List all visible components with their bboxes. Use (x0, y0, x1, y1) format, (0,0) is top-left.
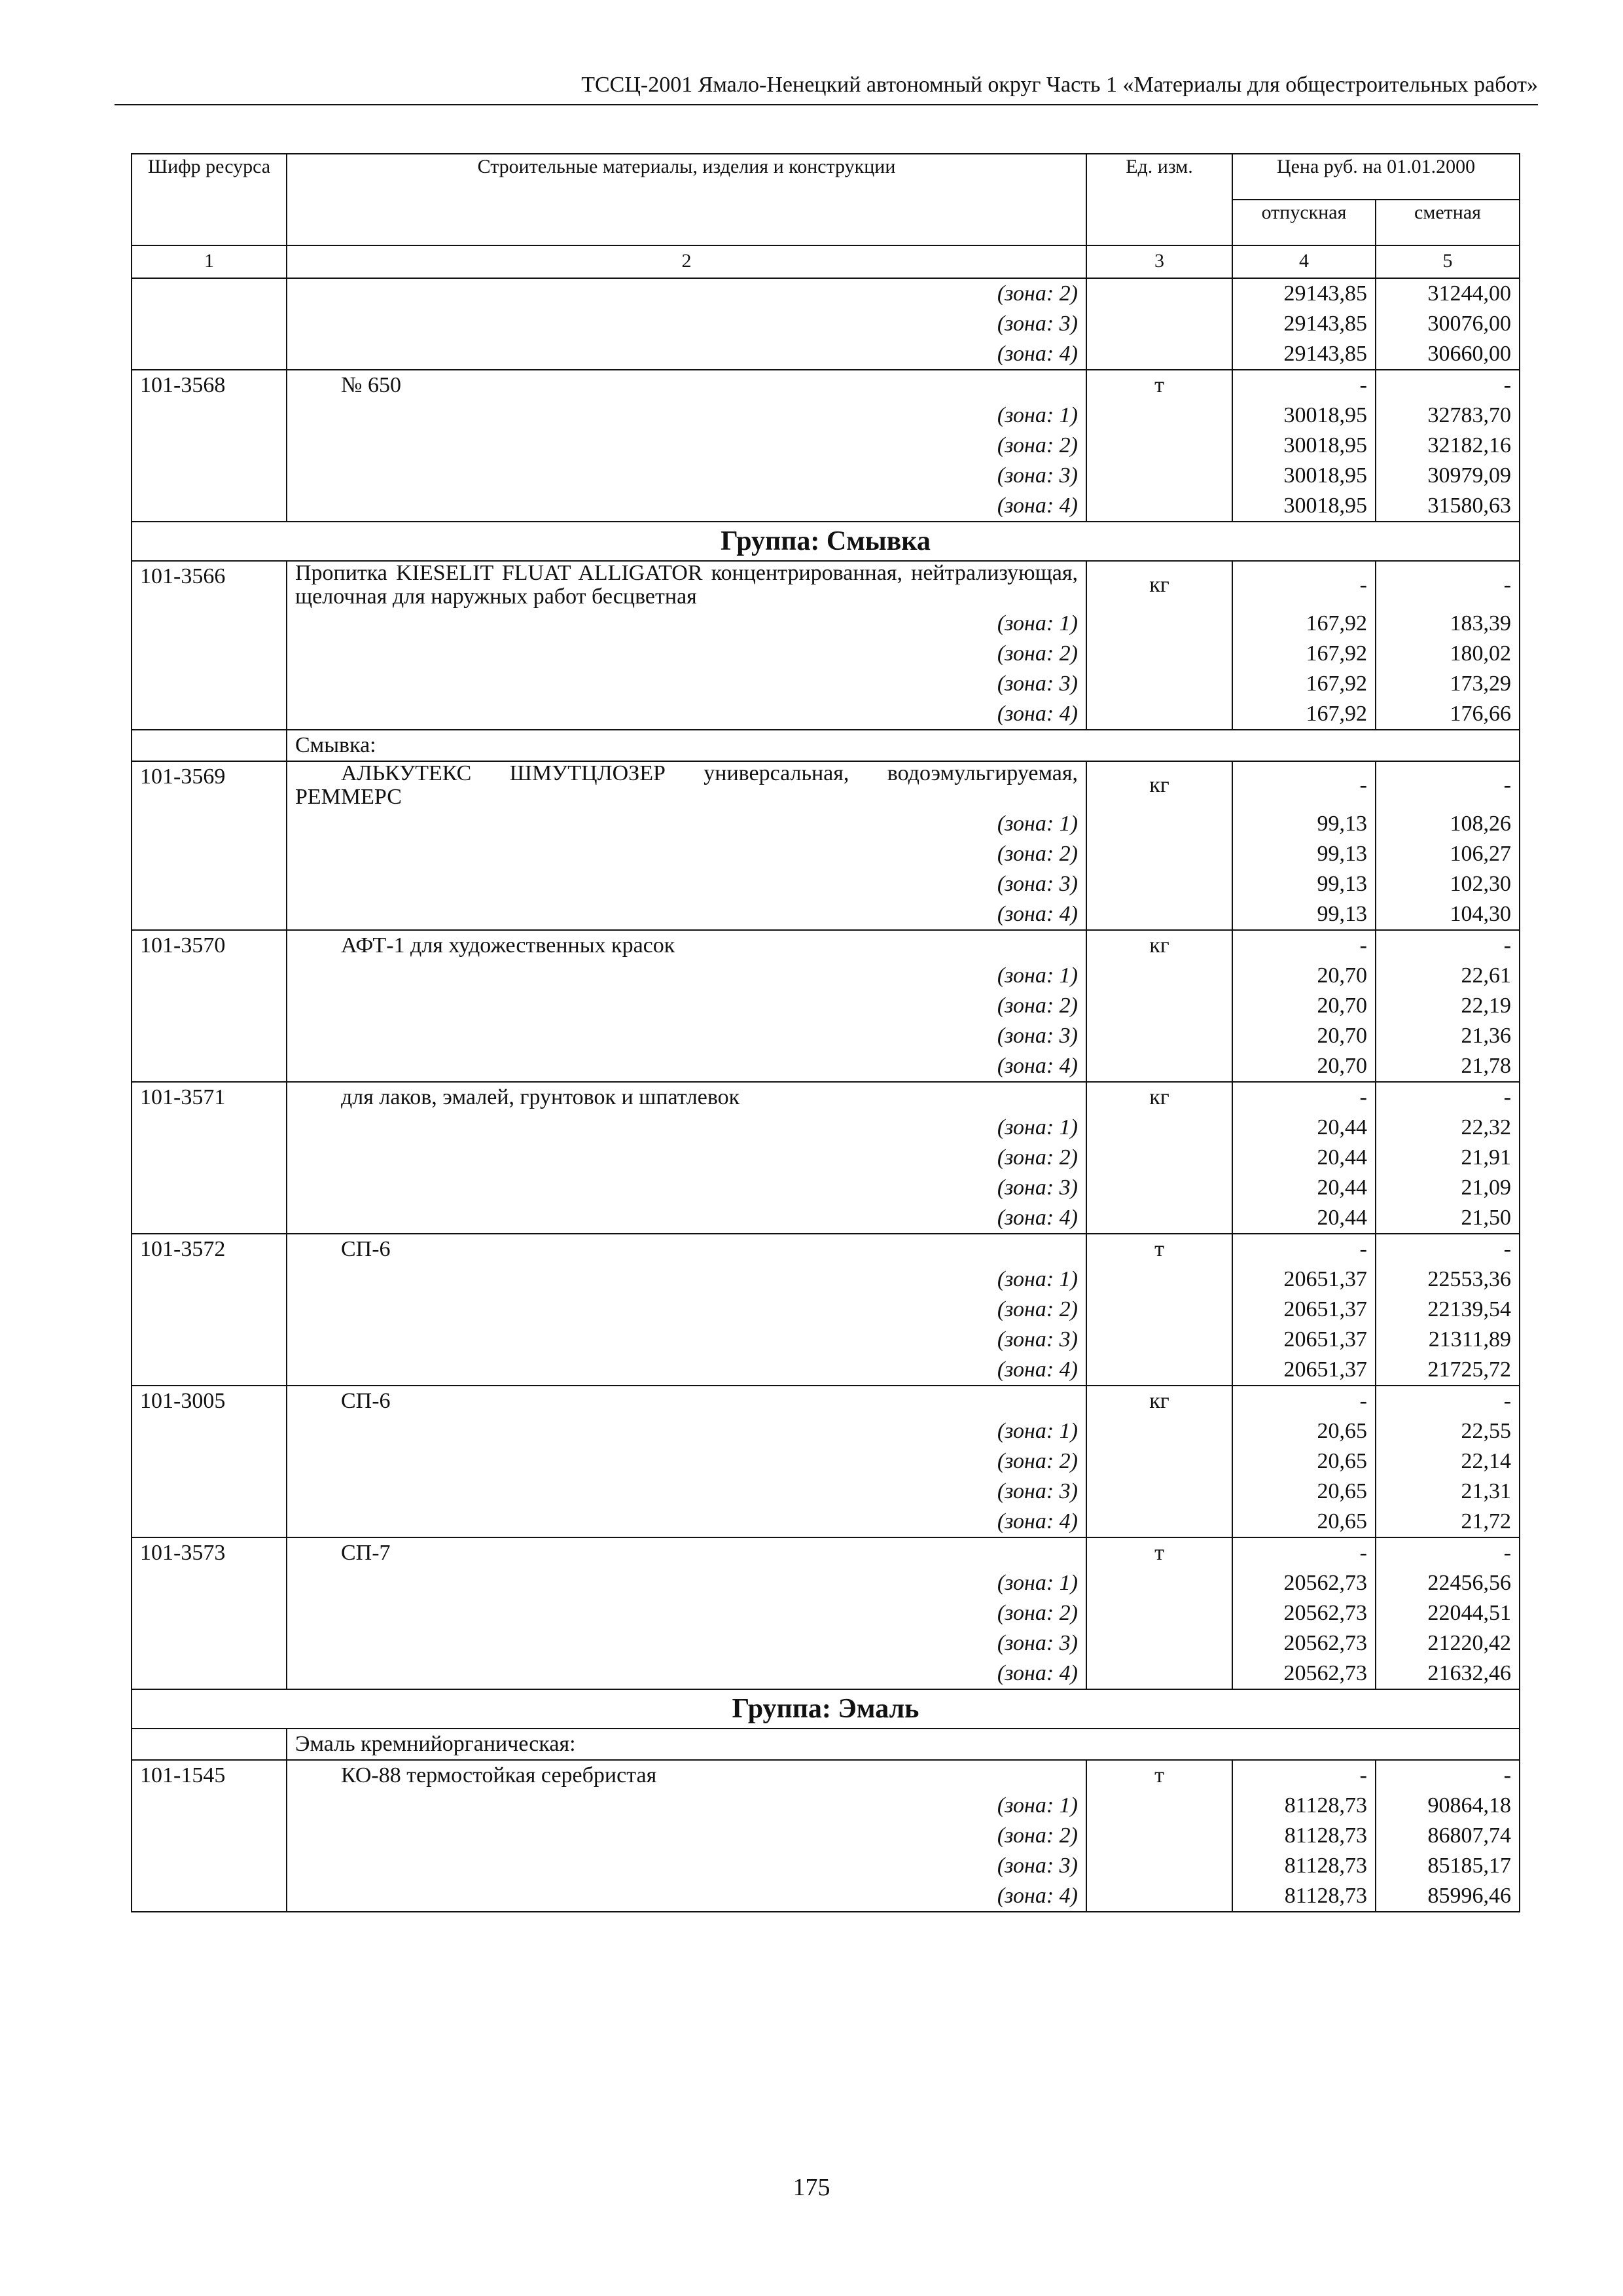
col-number: 4 (1232, 245, 1376, 278)
item-row: 101-3571 для лаков, эмалей, грунтовок и шпатлевок кг - - (132, 1082, 1520, 1113)
subgroup-row (132, 1729, 1520, 1760)
item-row: 101-3566 Пропитка KIESELIT FLUAT ALLIGATOR концентрированная, нейтрализующая, щелочная для наружных работ бесцветная кг - - (132, 561, 1520, 609)
zone-row: (зона: 2) 20651,37 22139,54 (132, 1295, 1520, 1325)
zone-row: (зона: 4) 20562,73 21632,46 (132, 1659, 1520, 1689)
table-body (132, 278, 1520, 1912)
zone-row: (зона: 1) 20,65 22,55 (132, 1416, 1520, 1446)
zone-row: (зона: 4) 29143,85 30660,00 (132, 339, 1520, 370)
item-row: 101-3572 СП-6 т - - (132, 1234, 1520, 1265)
unit: т (1086, 1760, 1232, 1791)
zone-row: (зона: 2) 20,70 22,19 (132, 991, 1520, 1021)
zone-row: (зона: 3) 30018,95 30979,09 (132, 461, 1520, 491)
unit: кг (1086, 930, 1232, 961)
col-header-materials: Строительные материалы, изделия и конструкции (287, 154, 1086, 245)
zone-row: (зона: 4) 20,65 21,72 (132, 1507, 1520, 1537)
subgroup-title: Эмаль кремнийорганическая: (287, 1729, 1520, 1760)
unit: кг (1086, 561, 1232, 609)
resource-code: 101-3568 (132, 370, 287, 401)
item-name: АФТ-1 для художественных красок (287, 930, 1086, 961)
item-row: 101-1545 КО-88 термостойкая серебристая т - - (132, 1760, 1520, 1791)
item-name: СП-6 (287, 1386, 1086, 1416)
zone-row: (зона: 4) 20,44 21,50 (132, 1203, 1520, 1234)
item-row: 101-3569 АЛЬКУТЕКС ШМУТЦЛОЗЕР универсальная, водоэмульгируемая, РЕММЕРС кг - - (132, 761, 1520, 809)
zone-row: (зона: 4) 81128,73 85996,46 (132, 1881, 1520, 1912)
item-row: 101-3573 СП-7 т - - (132, 1537, 1520, 1568)
zone-row: (зона: 3) 20,65 21,31 (132, 1477, 1520, 1507)
zone-row: (зона: 3) 81128,73 85185,17 (132, 1851, 1520, 1881)
group-row (132, 522, 1520, 561)
zone-row: (зона: 2) 20,65 22,14 (132, 1446, 1520, 1477)
running-header: ТССЦ-2001 Ямало-Ненецкий автономный округ Часть 1 «Материалы для общестроительных работ» (581, 73, 1538, 97)
zone-row: (зона: 1) 167,92 183,39 (132, 609, 1520, 639)
resource-code: 101-3570 (132, 930, 287, 961)
group-row (132, 1689, 1520, 1729)
zone-row: (зона: 3) 29143,85 30076,00 (132, 309, 1520, 339)
zone-row: (зона: 3) 20562,73 21220,42 (132, 1628, 1520, 1659)
zone-row: (зона: 4) 30018,95 31580,63 (132, 491, 1520, 522)
zone-row: (зона: 2) 99,13 106,27 (132, 839, 1520, 869)
item-row: 101-3005 СП-6 кг - - (132, 1386, 1520, 1416)
zone-row: (зона: 2) 20,44 21,91 (132, 1143, 1520, 1173)
unit: кг (1086, 761, 1232, 809)
page-number: 175 (793, 2174, 830, 2201)
zone-row: (зона: 2) 29143,85 31244,00 (132, 278, 1520, 309)
unit: кг (1086, 1386, 1232, 1416)
unit: кг (1086, 1082, 1232, 1113)
item-row: 101-3570 АФТ-1 для художественных красок кг - - (132, 930, 1520, 961)
zone-row: (зона: 3) 20651,37 21311,89 (132, 1325, 1520, 1355)
resource-code: 101-3569 (132, 761, 287, 809)
col-header-unit: Ед. изм. (1086, 154, 1232, 245)
price-table (131, 153, 1520, 1912)
item-name: Пропитка KIESELIT FLUAT ALLIGATOR концентрированная, нейтрализующая, щелочная для наружных работ бесцветная (287, 561, 1086, 609)
zone-row: (зона: 4) 20651,37 21725,72 (132, 1355, 1520, 1386)
col-header-release-price: отпускная (1232, 200, 1376, 245)
unit: т (1086, 370, 1232, 401)
group-title: Группа: Эмаль (132, 1689, 1520, 1729)
zone-row: (зона: 1) 99,13 108,26 (132, 809, 1520, 839)
zone-row: (зона: 3) 167,92 173,29 (132, 669, 1520, 699)
group-title: Группа: Смывка (132, 522, 1520, 561)
unit: т (1086, 1537, 1232, 1568)
resource-code: 101-3573 (132, 1537, 287, 1568)
zone-row: (зона: 1) 30018,95 32783,70 (132, 401, 1520, 431)
zone-row: (зона: 1) 20,44 22,32 (132, 1113, 1520, 1143)
zone-row: (зона: 4) 20,70 21,78 (132, 1051, 1520, 1082)
col-header-price: Цена руб. на 01.01.2000 (1232, 154, 1520, 200)
item-name: № 650 (287, 370, 1086, 401)
resource-code: 101-3566 (132, 561, 287, 609)
zone-row: (зона: 2) 167,92 180,02 (132, 639, 1520, 669)
col-number: 1 (132, 245, 287, 278)
zone-row: (зона: 3) 20,44 21,09 (132, 1173, 1520, 1203)
col-header-code: Шифр ресурса (132, 154, 287, 245)
resource-code: 101-1545 (132, 1760, 287, 1791)
item-name: СП-6 (287, 1234, 1086, 1265)
subgroup-row (132, 730, 1520, 761)
col-number: 3 (1086, 245, 1232, 278)
col-number: 5 (1376, 245, 1520, 278)
unit: т (1086, 1234, 1232, 1265)
item-name: для лаков, эмалей, грунтовок и шпатлевок (287, 1082, 1086, 1113)
zone-row: (зона: 2) 30018,95 32182,16 (132, 431, 1520, 461)
zone-row: (зона: 3) 99,13 102,30 (132, 869, 1520, 899)
resource-code: 101-3571 (132, 1082, 287, 1113)
item-row: 101-3568 № 650 т - - (132, 370, 1520, 401)
item-name: КО-88 термостойкая серебристая (287, 1760, 1086, 1791)
zone-row: (зона: 1) 20562,73 22456,56 (132, 1568, 1520, 1598)
zone-row: (зона: 1) 20,70 22,61 (132, 961, 1520, 991)
header-rule (115, 104, 1538, 105)
item-name: СП-7 (287, 1537, 1086, 1568)
zone-row: (зона: 4) 99,13 104,30 (132, 899, 1520, 930)
resource-code: 101-3005 (132, 1386, 287, 1416)
zone-row: (зона: 1) 81128,73 90864,18 (132, 1791, 1520, 1821)
zone-row: (зона: 2) 81128,73 86807,74 (132, 1821, 1520, 1851)
zone-row: (зона: 3) 20,70 21,36 (132, 1021, 1520, 1051)
zone-row: (зона: 1) 20651,37 22553,36 (132, 1265, 1520, 1295)
resource-code: 101-3572 (132, 1234, 287, 1265)
zone-row: (зона: 4) 167,92 176,66 (132, 699, 1520, 730)
item-name: АЛЬКУТЕКС ШМУТЦЛОЗЕР универсальная, водоэмульгируемая, РЕММЕРС (287, 761, 1086, 809)
zone-row: (зона: 2) 20562,73 22044,51 (132, 1598, 1520, 1628)
col-header-estimate-price: сметная (1376, 200, 1520, 245)
subgroup-title: Смывка: (287, 730, 1520, 761)
col-number: 2 (287, 245, 1086, 278)
